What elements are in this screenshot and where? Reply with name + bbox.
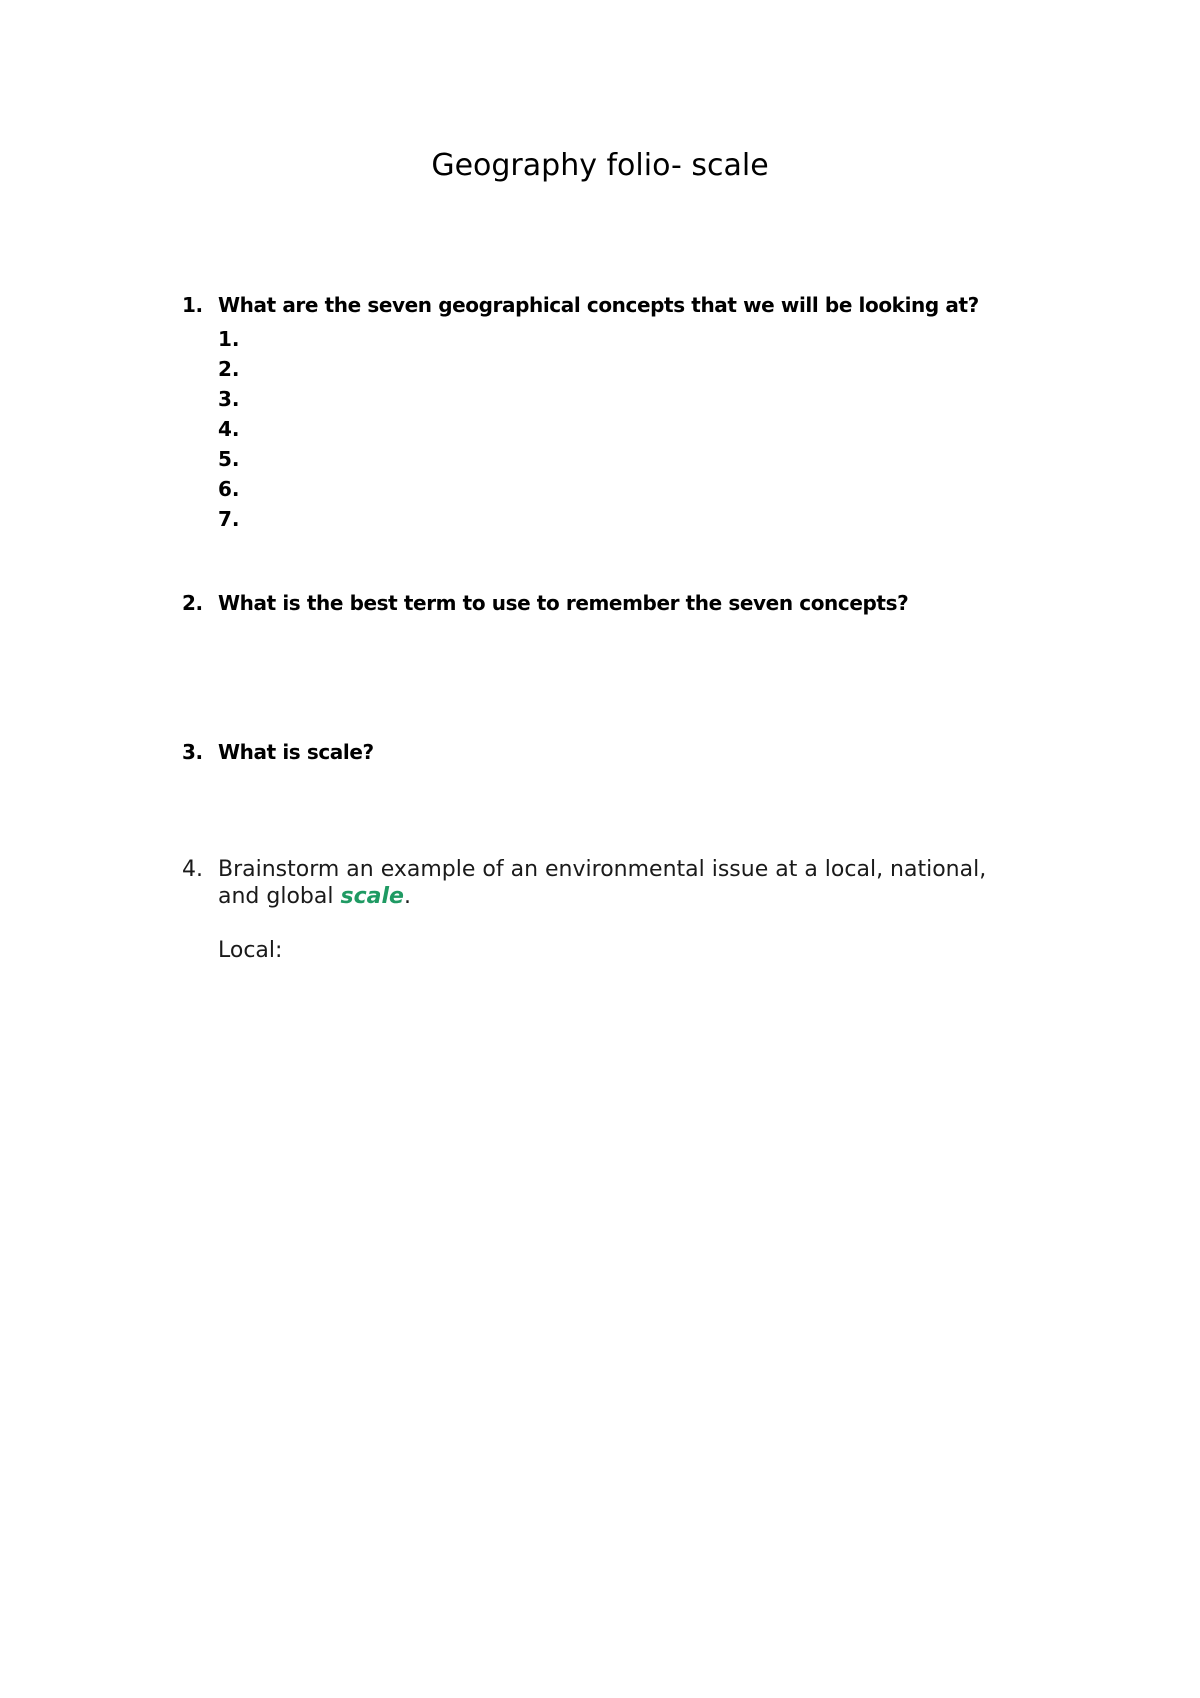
answer-item-2: 2. xyxy=(218,357,240,381)
question-4-number: 4. xyxy=(182,857,203,882)
scale-highlight: scale xyxy=(340,884,404,909)
question-1-text: What are the seven geographical concepts that we will be looking at? xyxy=(218,293,979,317)
concepts-answer-list xyxy=(218,324,240,534)
answer-item-5: 5. xyxy=(218,447,240,471)
answer-item-6: 6. xyxy=(218,477,240,501)
page-title: Geography folio- scale xyxy=(431,148,769,183)
question-4-line-2-suffix: . xyxy=(403,884,411,909)
question-2-text: What is the best term to use to remember the seven concepts? xyxy=(218,591,909,615)
local-label: Local: xyxy=(218,938,283,963)
question-3-number: 3. xyxy=(182,740,203,764)
answer-item-3: 3. xyxy=(218,387,240,411)
question-4-line-1: Brainstorm an example of an environmental issue at a local, national, xyxy=(218,857,987,882)
answer-item-7: 7. xyxy=(218,507,240,531)
question-1-number: 1. xyxy=(182,293,203,317)
question-4-line-2 xyxy=(218,883,1038,910)
question-3-text: What is scale? xyxy=(218,740,374,764)
answer-item-1: 1. xyxy=(218,327,240,351)
question-4-line-2-prefix: and global xyxy=(218,884,341,909)
question-4-text xyxy=(218,856,1038,910)
question-2-number: 2. xyxy=(182,591,203,615)
answer-item-4: 4. xyxy=(218,417,240,441)
